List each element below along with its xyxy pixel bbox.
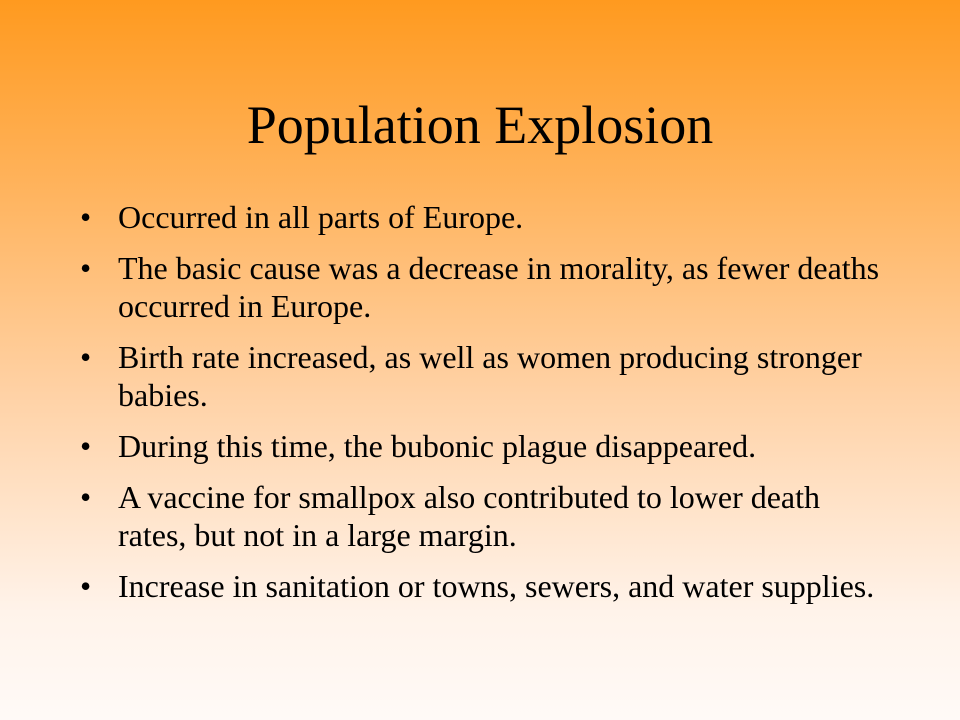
bullet-item (80, 478, 880, 554)
bullet-text: A vaccine for smallpox also contributed to lower death rates, but not in a large margin. (118, 479, 821, 553)
bullet-dot-icon: • (80, 199, 92, 235)
bullet-item (80, 338, 880, 414)
bullet-item (80, 198, 880, 236)
bullet-text: Birth rate increased, as well as women producing stronger babies. (118, 339, 862, 413)
bullet-item (80, 427, 880, 465)
bullet-item (80, 567, 880, 605)
bullet-list (80, 198, 880, 618)
bullet-text: The basic cause was a decrease in morality, as fewer deaths occurred in Europe. (118, 250, 880, 324)
bullet-dot-icon: • (80, 568, 92, 604)
bullet-dot-icon: • (80, 479, 92, 515)
bullet-dot-icon: • (80, 428, 92, 464)
bullet-dot-icon: • (80, 250, 92, 286)
bullet-text: Increase in sanitation or towns, sewers, and water supplies. (118, 568, 875, 604)
bullet-item (80, 249, 880, 325)
slide-title: Population Explosion (246, 95, 714, 155)
bullet-text: During this time, the bubonic plague disappeared. (118, 428, 757, 464)
bullet-text: Occurred in all parts of Europe. (118, 199, 524, 235)
bullet-dot-icon: • (80, 339, 92, 375)
